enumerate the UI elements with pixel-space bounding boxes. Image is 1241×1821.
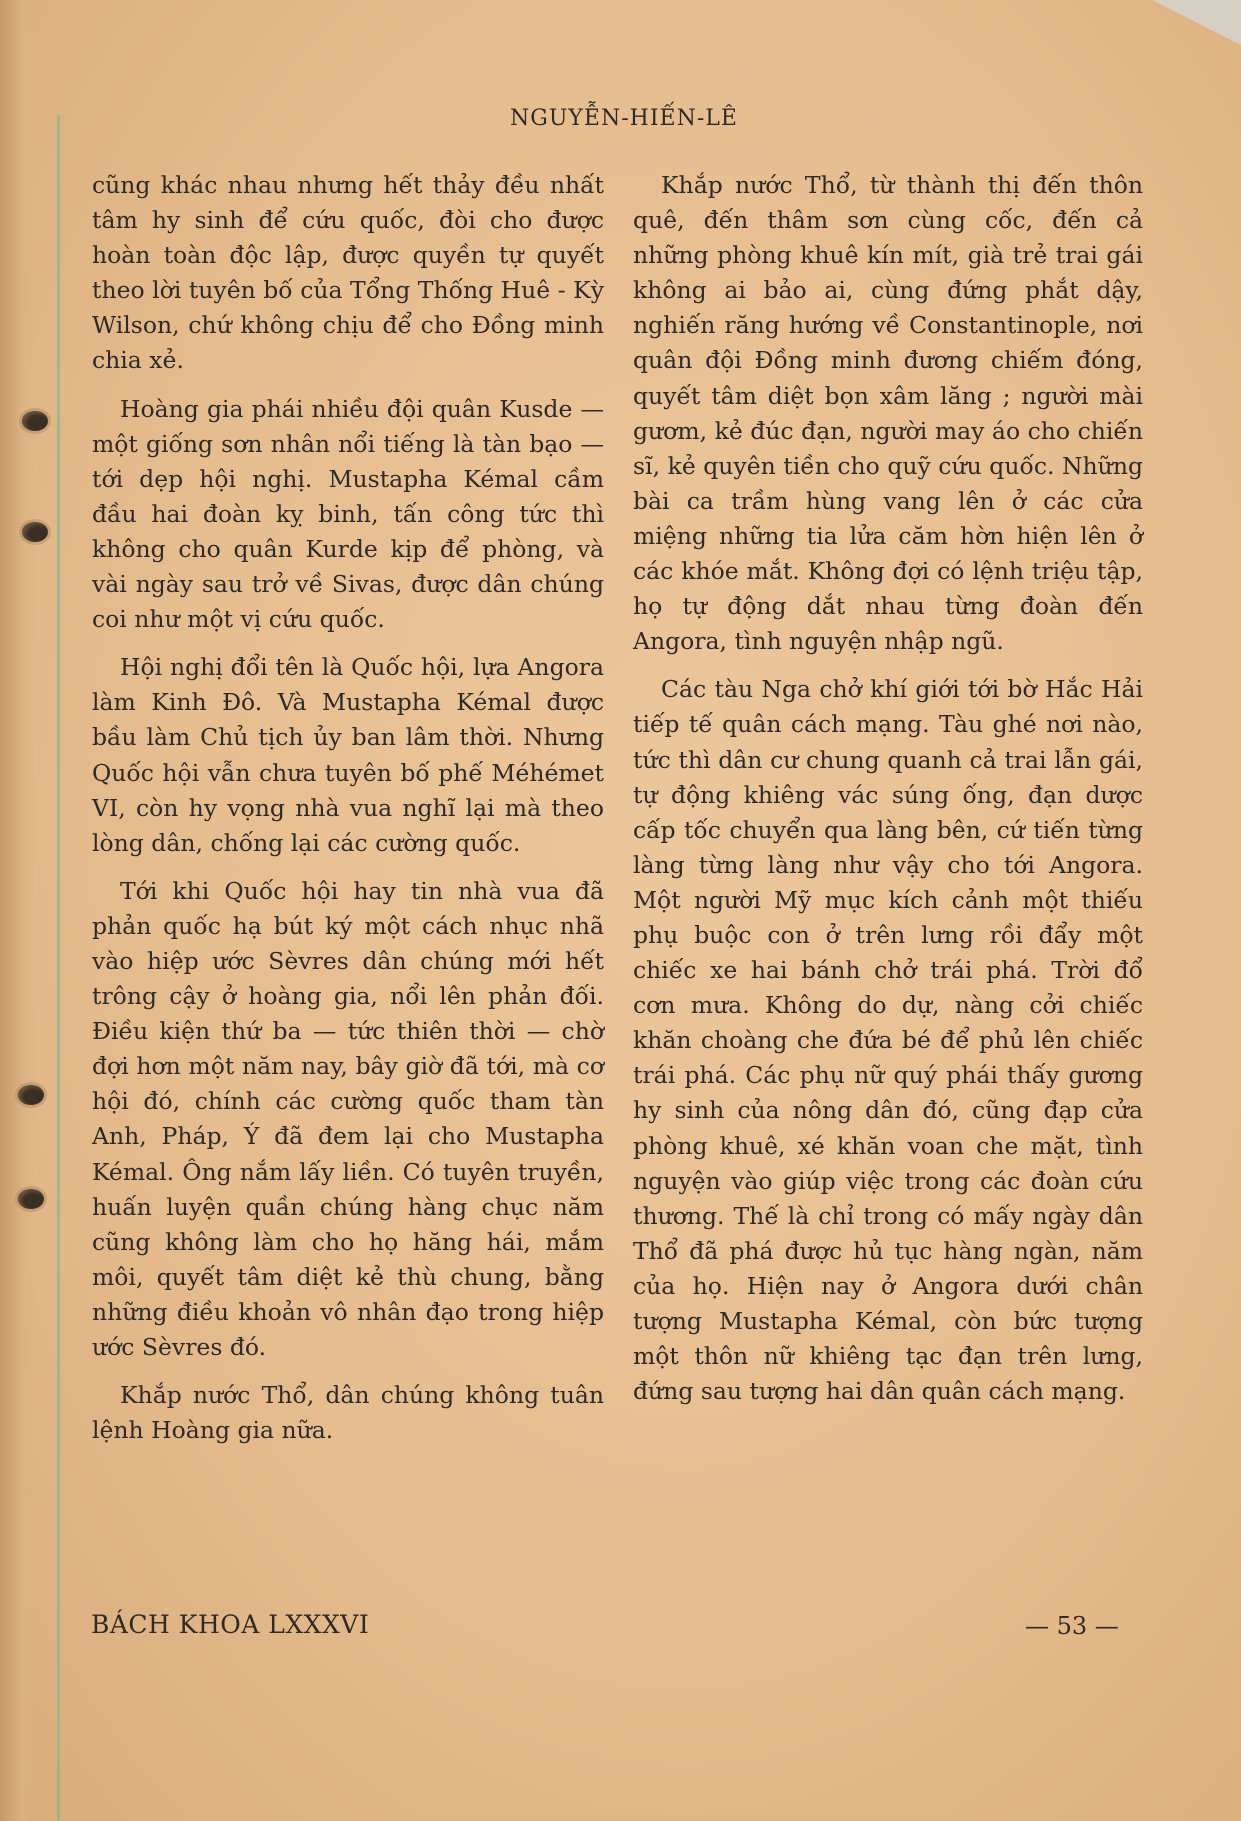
page-number: — 53 — [1025,1612,1119,1640]
binding-hole-3 [18,1085,44,1105]
paragraph: Các tàu Nga chở khí giới tới bờ Hắc Hải tiếp tế quân cách mạng. Tàu ghé nơi nào, tức thì dân cư chung quanh cả trai lẫn gái, tự động khiêng vác súng ống, đạn dược cấp tốc chuyển qua làng bên, cứ tiến từng làng từng làng như vậy cho tới Angora. Một người Mỹ mục kích cảnh một thiếu phụ buộc con ở trên lưng rồi đẩy một chiếc xe hai bánh chở trái phá. Trời đổ cơn mưa. Không do dự, nàng cởi chiếc khăn choàng che đứa bé để phủ lên chiếc trái phá. Các phụ nữ quý phái thấy gương hy sinh của nông dân đó, cũng đạp cửa phòng khuê, xé khăn voan che mặt, tình nguyện vào giúp việc trong các đoàn cứu thương. Thế là chỉ trong có mấy ngày dân Thổ đã phá được hủ tục hàng ngàn, năm của họ. Hiện nay ở Angora dưới chân tượng Mustapha Kémal, còn bức tượng một thôn nữ khiêng tạc đạn trên lưng, đứng sau tượng hai dân quân cách mạng. [633,675,1143,1406]
left-text-column [92,168,604,1448]
torn-corner [1148,0,1241,46]
publication-footer: BÁCH KHOA LXXXVI [91,1610,370,1639]
paragraph: Hội nghị đổi tên là Quốc hội, lựa Angora làm Kinh Đô. Và Mustapha Kémal được bầu làm Chủ tịch ủy ban lâm thời. Nhưng Quốc hội vẫn chưa tuyên bố phế Méhémet VI, còn hy vọng nhà vua nghĩ lại mà theo lòng dân, chống lại các cường quốc. [92,653,604,857]
page-left-edge [0,0,36,1821]
paragraph: Tới khi Quốc hội hay tin nhà vua đã phản quốc hạ bút ký một cách nhục nhã vào hiệp ước Sèvres dân chúng mới hết trông cậy ở hoàng gia, nổi lên phản đối. Điều kiện thứ ba — tức thiên thời — chờ đợi hơn một năm nay, bây giờ đã tới, mà cơ hội đó, chính các cường quốc tham tàn Anh, Pháp, Ý đã đem lại cho Mustapha Kémal. Ông nắm lấy liền. Có tuyên truyền, huấn luyện quần chúng hàng chục năm cũng không làm cho họ hăng hái, mắm môi, quyết tâm diệt kẻ thù chung, bằng những điều khoản vô nhân đạo trong hiệp ước Sèvres đó. [92,876,604,1361]
right-text-column [633,168,1143,1409]
paragraph: Khắp nước Thổ, dân chúng không tuân lệnh Hoàng gia nữa. [92,1381,604,1445]
binding-hole-2 [22,522,48,542]
running-header-author: NGUYỄN-HIẾN-LÊ [510,106,738,131]
paragraph: Khắp nước Thổ, từ thành thị đến thôn quê, đến thâm sơn cùng cốc, đến cả những phòng khuê kín mít, già trẻ trai gái không ai bảo ai, cùng đứng phắt dậy, nghiến răng hướng về Constantinople, nơi quân đội Đồng minh đương chiếm đóng, quyết tâm diệt bọn xâm lăng ; người mài gươm, kẻ đúc đạn, người may áo cho chiến sĩ, kẻ quyên tiền cho quỹ cứu quốc. Những bài ca trầm hùng vang lên ở các cửa miệng những tia lửa căm hờn hiện lên ở các khóe mắt. Không đợi có lệnh triệu tập, họ tự động dắt nhau từng đoàn đến Angora, tình nguyện nhập ngũ. [633,171,1143,656]
binding-hole-4 [18,1189,44,1209]
binding-margin-line [57,115,60,1821]
paragraph: cũng khác nhau nhưng hết thảy đều nhất tâm hy sinh để cứu quốc, đòi cho được hoàn toàn độc lập, được quyền tự quyết theo lời tuyên bố của Tổng Thống Huê - Kỳ Wilson, chứ không chịu để cho Đồng minh chia xẻ. [92,171,604,375]
binding-hole-1 [22,411,48,431]
paragraph: Hoàng gia phái nhiều đội quân Kusde — một giống sơn nhân nổi tiếng là tàn bạo — tới dẹp hội nghị. Mustapha Kémal cầm đầu hai đoàn kỵ binh, tấn công tức thì không cho quân Kurde kịp để phòng, và vài ngày sau trở về Sivas, được dân chúng coi như một vị cứu quốc. [92,394,604,634]
